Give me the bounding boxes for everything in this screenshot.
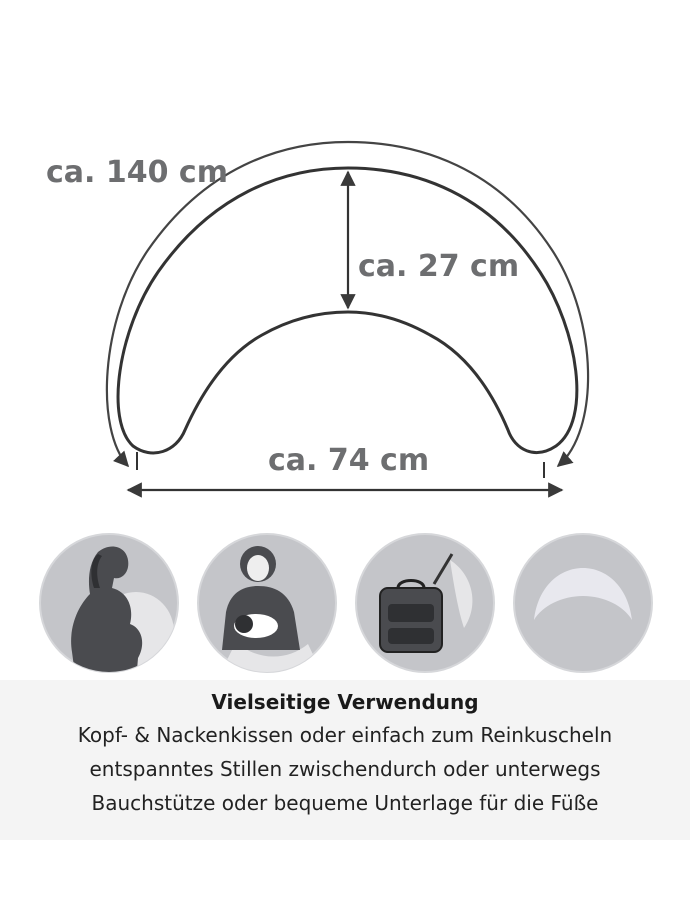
caption-line-3: Bauchstütze oder bequeme Unterlage für die Füße <box>91 791 599 815</box>
breastfeeding-mother-icon <box>196 532 338 674</box>
caption-line-1: Kopf- & Nackenkissen oder einfach zum Reinkuscheln <box>77 723 613 747</box>
width-label: ca. 74 cm <box>268 443 430 478</box>
caption-title: Vielseitige Verwendung <box>211 690 479 714</box>
usage-caption <box>0 686 690 820</box>
height-label: ca. 27 cm <box>358 249 520 284</box>
usage-icons-row <box>0 530 690 680</box>
length-label: ca. 140 cm <box>46 155 228 190</box>
caption-line-2: entspanntes Stillen zwischendurch oder unterwegs <box>89 757 601 781</box>
pregnant-woman-icon <box>38 532 180 674</box>
luggage-trolley-icon <box>354 532 496 674</box>
crescent-pillow-icon <box>512 532 654 674</box>
